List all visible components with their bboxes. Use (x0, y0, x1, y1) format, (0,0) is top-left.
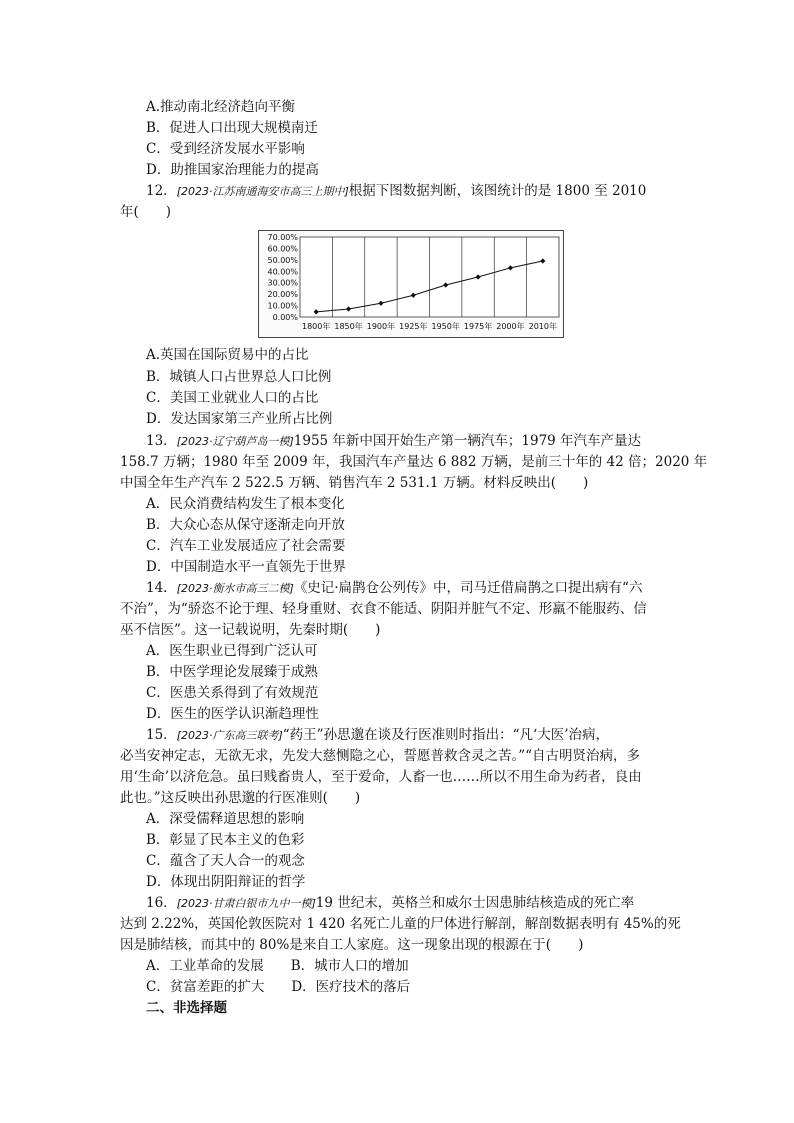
q12-source: [2023·江苏南通海安市高三上期中] (176, 185, 349, 198)
y-tick-label: 60.00% (267, 244, 298, 254)
q14-source: [2023·衡水市高三二模] (176, 582, 294, 595)
q12-stem-line1 (146, 182, 646, 201)
q13-number: 13． (146, 433, 177, 449)
q11-option-d: D．助推国家治理能力的提高 (146, 162, 319, 178)
q15-option-a: A．深受儒释道思想的影响 (146, 811, 305, 827)
q16-source: [2023·甘肃白银市九中一模] (176, 897, 316, 910)
q13-source: [2023·辽宁葫芦岛一模] (176, 435, 294, 448)
q16-number: 16． (146, 895, 177, 911)
q16-stem-line3: 因是肺结核，而其中的 80%是来自工人家庭。这一现象出现的根源在于( ) (120, 937, 584, 953)
x-tick-label: 1850年 (334, 322, 363, 331)
x-tick-label: 1925年 (399, 322, 428, 331)
q13-option-c: C．汽车工业发展适应了社会需要 (146, 538, 346, 554)
q14-option-a: A．医生职业已得到广泛认可 (146, 643, 318, 659)
q12-option-b: B．城镇人口占世界总人口比例 (146, 369, 332, 385)
q13-text: 1955 年新中国开始生产第一辆汽车；1979 年汽车产量达 (293, 433, 642, 449)
x-tick-label: 2000年 (496, 322, 525, 331)
x-tick-label: 1800年 (302, 322, 331, 331)
q15-text: “药王”孙思邈在谈及行医准则时指出：“凡‘大医’治病， (282, 727, 610, 743)
q13-stem-line1 (146, 432, 641, 451)
y-tick-label: 0.00% (272, 313, 298, 322)
q14-option-c: C．医患关系得到了有效规范 (146, 685, 319, 701)
q14-text: 《史记·扁鹊仓公列传》中，司马迁借扁鹊之口提出病有“六 (293, 580, 643, 596)
q13-option-a: A．民众消费结构发生了根本变化 (146, 496, 345, 512)
q12-option-a: A.英国在国际贸易中的占比 (146, 347, 309, 363)
y-tick-label: 40.00% (267, 267, 298, 277)
y-tick-label: 10.00% (267, 301, 298, 311)
line-chart (258, 230, 564, 338)
x-tick-label: 1900年 (366, 322, 396, 331)
y-tick-label: 70.00% (267, 233, 298, 242)
q14-option-b: B．中医学理论发展臻于成熟 (146, 664, 318, 680)
q14-stem-line1 (146, 579, 642, 598)
q13-stem-line3: 中国全年生产汽车 2 522.5 万辆、销售汽车 2 531.1 万辆。材料反映出( ) (120, 475, 589, 491)
q15-option-c: C．蕴含了天人合一的观念 (146, 853, 305, 869)
q16-options-row1: A．工业革命的发展 B．城市人口的增加 (146, 958, 409, 974)
x-tick-label: 2010年 (528, 322, 557, 331)
q15-option-d: D．体现出阴阳辩证的哲学 (146, 874, 306, 890)
y-tick-label: 30.00% (267, 278, 298, 288)
y-tick-label: 50.00% (267, 255, 298, 265)
q16-text: 19 世纪末，英格兰和威尔士因患肺结核造成的死亡率 (315, 895, 635, 911)
q15-stem-line1 (146, 726, 609, 745)
q12-option-d: D．发达国家第三产业所占比例 (146, 411, 333, 427)
q15-stem-line4: 此也。”这反映出孙思邈的行医准则( ) (120, 790, 361, 806)
q13-option-b: B．大众心态从保守逐渐走向开放 (146, 517, 345, 533)
q11-option-b: B．促进人口出现大规模南迁 (146, 120, 318, 136)
q13-option-d: D．中国制造水平一直领先于世界 (146, 559, 346, 575)
q12-stem-line2: 年( ) (120, 204, 172, 220)
q13-stem-line2: 158.7 万辆；1980 年至 2009 年，我国汽车产量达 6 882 万辆，是前三十年的 42 倍；2020 年 (120, 454, 708, 470)
q12-option-c: C．美国工业就业人口的占比 (146, 390, 319, 406)
q11-option-c: C．受到经济发展水平影响 (146, 141, 305, 157)
q15-stem-line2: 必当安神定志，无欲无求，先发大慈恻隐之心，誓愿普救含灵之苦。”“自古明贤治病，多 (120, 748, 641, 764)
q16-stem-line2: 达到 2.22%，英国伦敦医院对 1 420 名死亡儿童的尸体进行解剖，解剖数据表明有 45%的死 (120, 916, 681, 932)
q14-number: 14． (146, 580, 177, 596)
q15-number: 15． (146, 727, 177, 743)
q16-options-row2: C．贫富差距的扩大 D．医疗技术的落后 (146, 979, 411, 995)
q12-text: 根据下图数据判断，该图统计的是 1800 至 2010 (348, 183, 647, 199)
line-chart-svg (259, 231, 563, 337)
q14-stem-line2: 不治”，为“骄恣不论于理、轻身重财、衣食不能适、阴阳并脏气不定、形羸不能服药、信 (120, 601, 647, 617)
x-tick-label: 1950年 (431, 322, 460, 331)
q15-stem-line3: 用‘生命’以济危急。虽曰贱畜贵人，至于爱命，人畜一也……所以不用生命为药者，良由 (120, 769, 642, 785)
section-title: 二、非选择题 (146, 1000, 227, 1016)
q11-option-a: A.推动南北经济趋向平衡 (146, 99, 296, 115)
q15-option-b: B．彰显了民本主义的色彩 (146, 832, 305, 848)
q16-stem-line1 (146, 894, 634, 913)
q14-option-d: D．医生的医学认识渐趋理性 (146, 706, 319, 722)
q14-stem-line3: 巫不信医”。这一记载说明，先秦时期( ) (120, 622, 381, 638)
x-tick-label: 1975年 (463, 322, 493, 331)
q12-number: 12． (146, 183, 177, 199)
q15-source: [2023·广东高三联考] (176, 729, 283, 742)
y-tick-label: 20.00% (267, 290, 298, 300)
